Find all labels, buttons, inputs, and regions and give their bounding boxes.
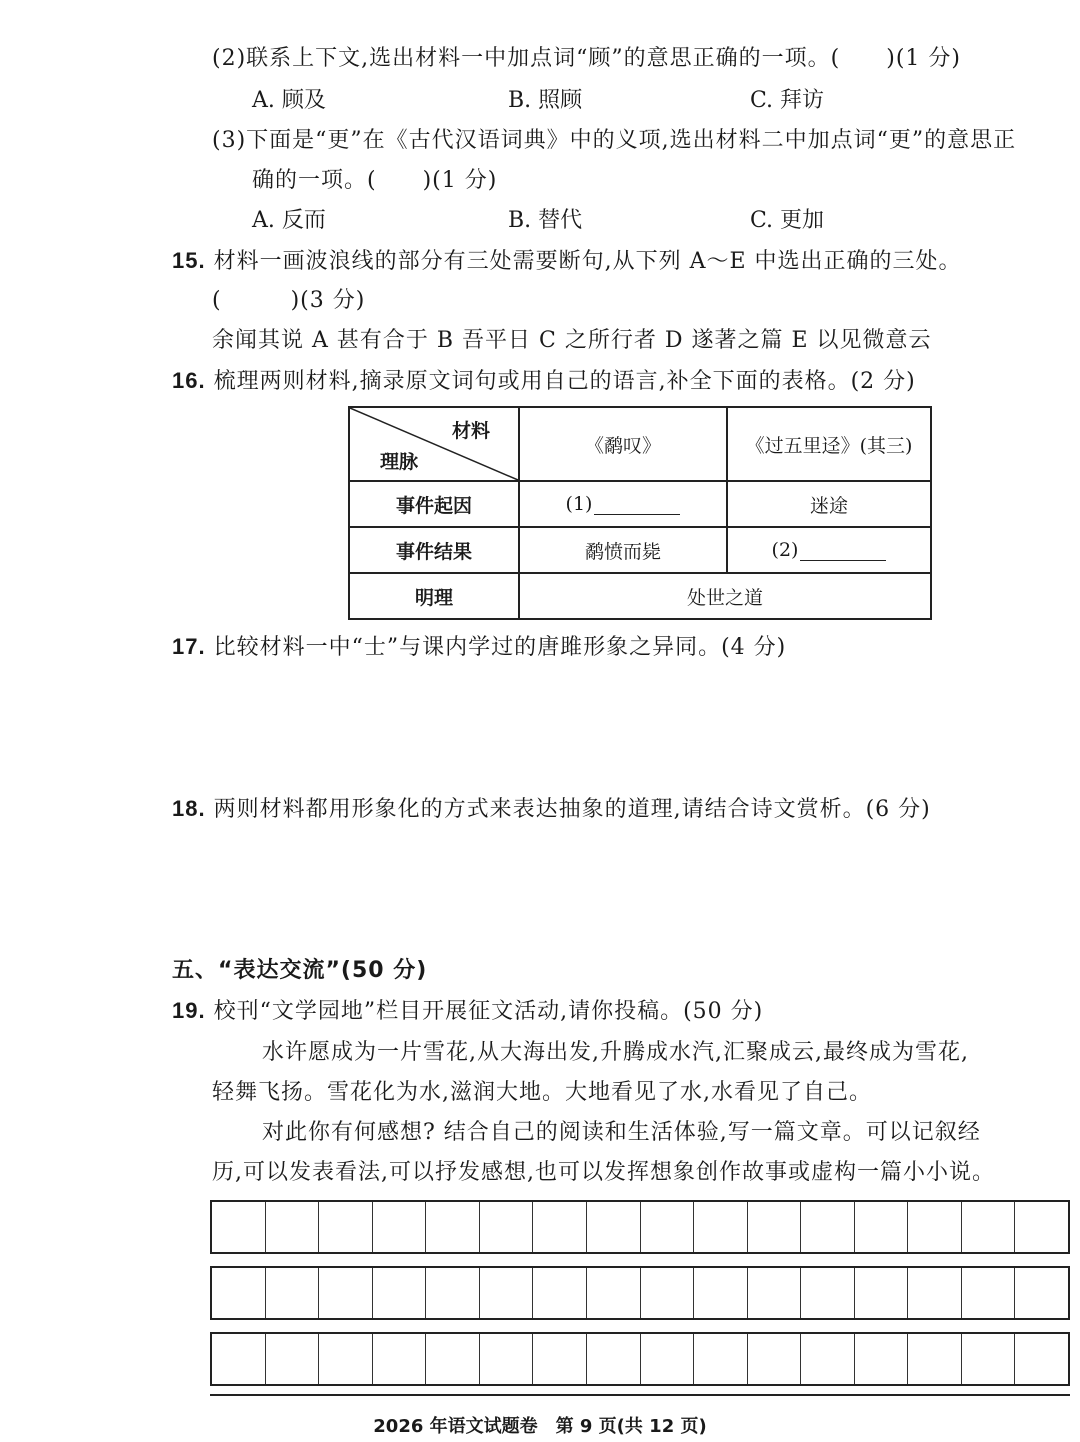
grid-cell[interactable]	[641, 1334, 695, 1384]
grid-cell[interactable]	[266, 1202, 320, 1252]
grid-cell[interactable]	[212, 1268, 266, 1318]
q15-number: 15.	[172, 248, 206, 273]
table-row-head-cause: 事件起因	[349, 481, 519, 527]
grid-cell[interactable]	[801, 1268, 855, 1318]
page-footer: 2026 年语文试题卷 第 9 页(共 12 页)	[373, 1416, 707, 1437]
grid-cell[interactable]	[426, 1334, 480, 1384]
q19-number: 19.	[172, 998, 206, 1023]
grid-cell[interactable]	[480, 1202, 534, 1252]
grid-cell[interactable]	[373, 1268, 427, 1318]
grid-cell[interactable]	[426, 1202, 480, 1252]
grid-row[interactable]	[210, 1332, 1070, 1386]
q19-instructions-line1: 对此你有何感想? 结合自己的阅读和生活体验,写一篇文章。可以记叙经	[262, 1120, 981, 1145]
grid-cell[interactable]	[962, 1268, 1016, 1318]
q14-sub3-option-c: C. 更加	[750, 208, 825, 233]
grid-cell[interactable]	[855, 1202, 909, 1252]
grid-cell[interactable]	[373, 1334, 427, 1384]
q14-sub2-option-a: A. 顾及	[252, 88, 326, 113]
section5-heading: 五、“表达交流”(50 分)	[172, 958, 428, 983]
grid-cell[interactable]	[1015, 1202, 1068, 1252]
table-cell-result-2	[727, 527, 931, 573]
blank-1-label: (1)	[565, 493, 593, 515]
table-header-col1: 《鹬叹》	[519, 407, 727, 481]
grid-cell[interactable]	[319, 1268, 373, 1318]
grid-cell[interactable]	[426, 1268, 480, 1318]
grid-cell[interactable]	[694, 1202, 748, 1252]
q18-text: 两则材料都用形象化的方式来表达抽象的道理,请结合诗文赏析。(6 分)	[213, 797, 931, 822]
grid-cell[interactable]	[1015, 1268, 1068, 1318]
table-cell-cause-2: 迷途	[727, 481, 931, 527]
corner-bottom-label: 理脉	[380, 451, 419, 473]
q19-prompt-line1: 水许愿成为一片雪花,从大海出发,升腾成水汽,汇聚成云,最终成为雪花,	[262, 1040, 969, 1065]
grid-cell[interactable]	[855, 1268, 909, 1318]
grid-cell[interactable]	[694, 1268, 748, 1318]
grid-cell[interactable]	[533, 1268, 587, 1318]
q14-sub2-text: (2)联系上下文,选出材料一中加点词“顾”的意思正确的一项。( )(1 分)	[212, 46, 961, 71]
table-row-head-lesson: 明理	[349, 573, 519, 619]
q16-number: 16.	[172, 368, 206, 393]
q15-line1	[172, 246, 962, 277]
table-cell-cause-1	[519, 481, 727, 527]
corner-top-label: 材料	[451, 420, 490, 442]
grid-cell[interactable]	[641, 1268, 695, 1318]
q18-number: 18.	[172, 796, 206, 821]
q18-line	[172, 794, 931, 825]
blank-2-line	[800, 542, 886, 561]
q19-instructions-line2: 历,可以发表看法,可以抒发感想,也可以发挥想象创作故事或虚构一篇小小说。	[212, 1160, 995, 1185]
grid-cell[interactable]	[373, 1202, 427, 1252]
grid-cell[interactable]	[908, 1268, 962, 1318]
grid-cell[interactable]	[748, 1268, 802, 1318]
q14-sub2-option-b: B. 照顾	[508, 88, 583, 113]
q14-sub3-option-a: A. 反而	[252, 208, 326, 233]
table-row-head-result: 事件结果	[349, 527, 519, 573]
grid-cell[interactable]	[801, 1202, 855, 1252]
grid-cell[interactable]	[748, 1202, 802, 1252]
grid-cell[interactable]	[319, 1334, 373, 1384]
grid-cell[interactable]	[908, 1202, 962, 1252]
grid-row[interactable]	[210, 1200, 1070, 1254]
grid-cell[interactable]	[319, 1202, 373, 1252]
q15-text: 材料一画波浪线的部分有三处需要断句,从下列 A～E 中选出正确的三处。	[213, 249, 962, 274]
grid-cell[interactable]	[962, 1334, 1016, 1384]
q14-sub3-line1: (3)下面是“更”在《古代汉语词典》中的义项,选出材料二中加点词“更”的意思正	[212, 128, 1017, 153]
grid-cell[interactable]	[1015, 1334, 1068, 1384]
diagonal-line	[350, 408, 518, 480]
q15-sentence: 余闻其说 A 甚有合于 B 吾平日 C 之所行者 D 遂著之篇 E 以见微意云	[212, 328, 932, 353]
grid-cell[interactable]	[962, 1202, 1016, 1252]
grid-row[interactable]	[210, 1266, 1070, 1320]
grid-cell[interactable]	[533, 1202, 587, 1252]
grid-cell[interactable]	[801, 1334, 855, 1384]
grid-cell[interactable]	[533, 1334, 587, 1384]
grid-cell[interactable]	[212, 1202, 266, 1252]
blank-1-line	[594, 496, 680, 515]
blank-2-label: (2)	[771, 539, 799, 561]
q15-line2: ( )(3 分)	[212, 288, 366, 313]
grid-cell[interactable]	[641, 1202, 695, 1252]
q17-line	[172, 632, 786, 663]
grid-cell[interactable]	[266, 1334, 320, 1384]
table-cell-result-1: 鹬愤而毙	[519, 527, 727, 573]
q17-text: 比较材料一中“士”与课内学过的唐雎形象之异同。(4 分)	[213, 635, 787, 660]
grid-cell[interactable]	[855, 1334, 909, 1384]
q14-sub3-option-b: B. 替代	[508, 208, 583, 233]
q16-line	[172, 366, 916, 397]
grid-cell[interactable]	[908, 1334, 962, 1384]
grid-cell[interactable]	[587, 1268, 641, 1318]
q16-text: 梳理两则材料,摘录原文词句或用自己的语言,补全下面的表格。(2 分)	[213, 369, 916, 394]
q19-line	[172, 996, 763, 1027]
grid-cell[interactable]	[480, 1334, 534, 1384]
grid-cell[interactable]	[212, 1334, 266, 1384]
grid-cell[interactable]	[587, 1202, 641, 1252]
q14-sub2-option-c: C. 拜访	[750, 88, 825, 113]
table-corner-cell	[349, 407, 519, 481]
table-cell-lesson: 处世之道	[519, 573, 931, 619]
grid-cell[interactable]	[587, 1334, 641, 1384]
q16-table	[348, 406, 932, 620]
table-header-col2: 《过五里迳》(其三)	[727, 407, 931, 481]
q17-number: 17.	[172, 634, 206, 659]
grid-cell[interactable]	[694, 1334, 748, 1384]
grid-cell[interactable]	[266, 1268, 320, 1318]
grid-bottom-line	[210, 1394, 1070, 1396]
q19-text: 校刊“文学园地”栏目开展征文活动,请你投稿。(50 分)	[213, 999, 764, 1024]
grid-cell[interactable]	[480, 1268, 534, 1318]
q19-prompt-line2: 轻舞飞扬。雪花化为水,滋润大地。大地看见了水,水看见了自己。	[212, 1080, 872, 1105]
q14-sub3-line2: 确的一项。( )(1 分)	[252, 168, 498, 193]
grid-cell[interactable]	[748, 1334, 802, 1384]
